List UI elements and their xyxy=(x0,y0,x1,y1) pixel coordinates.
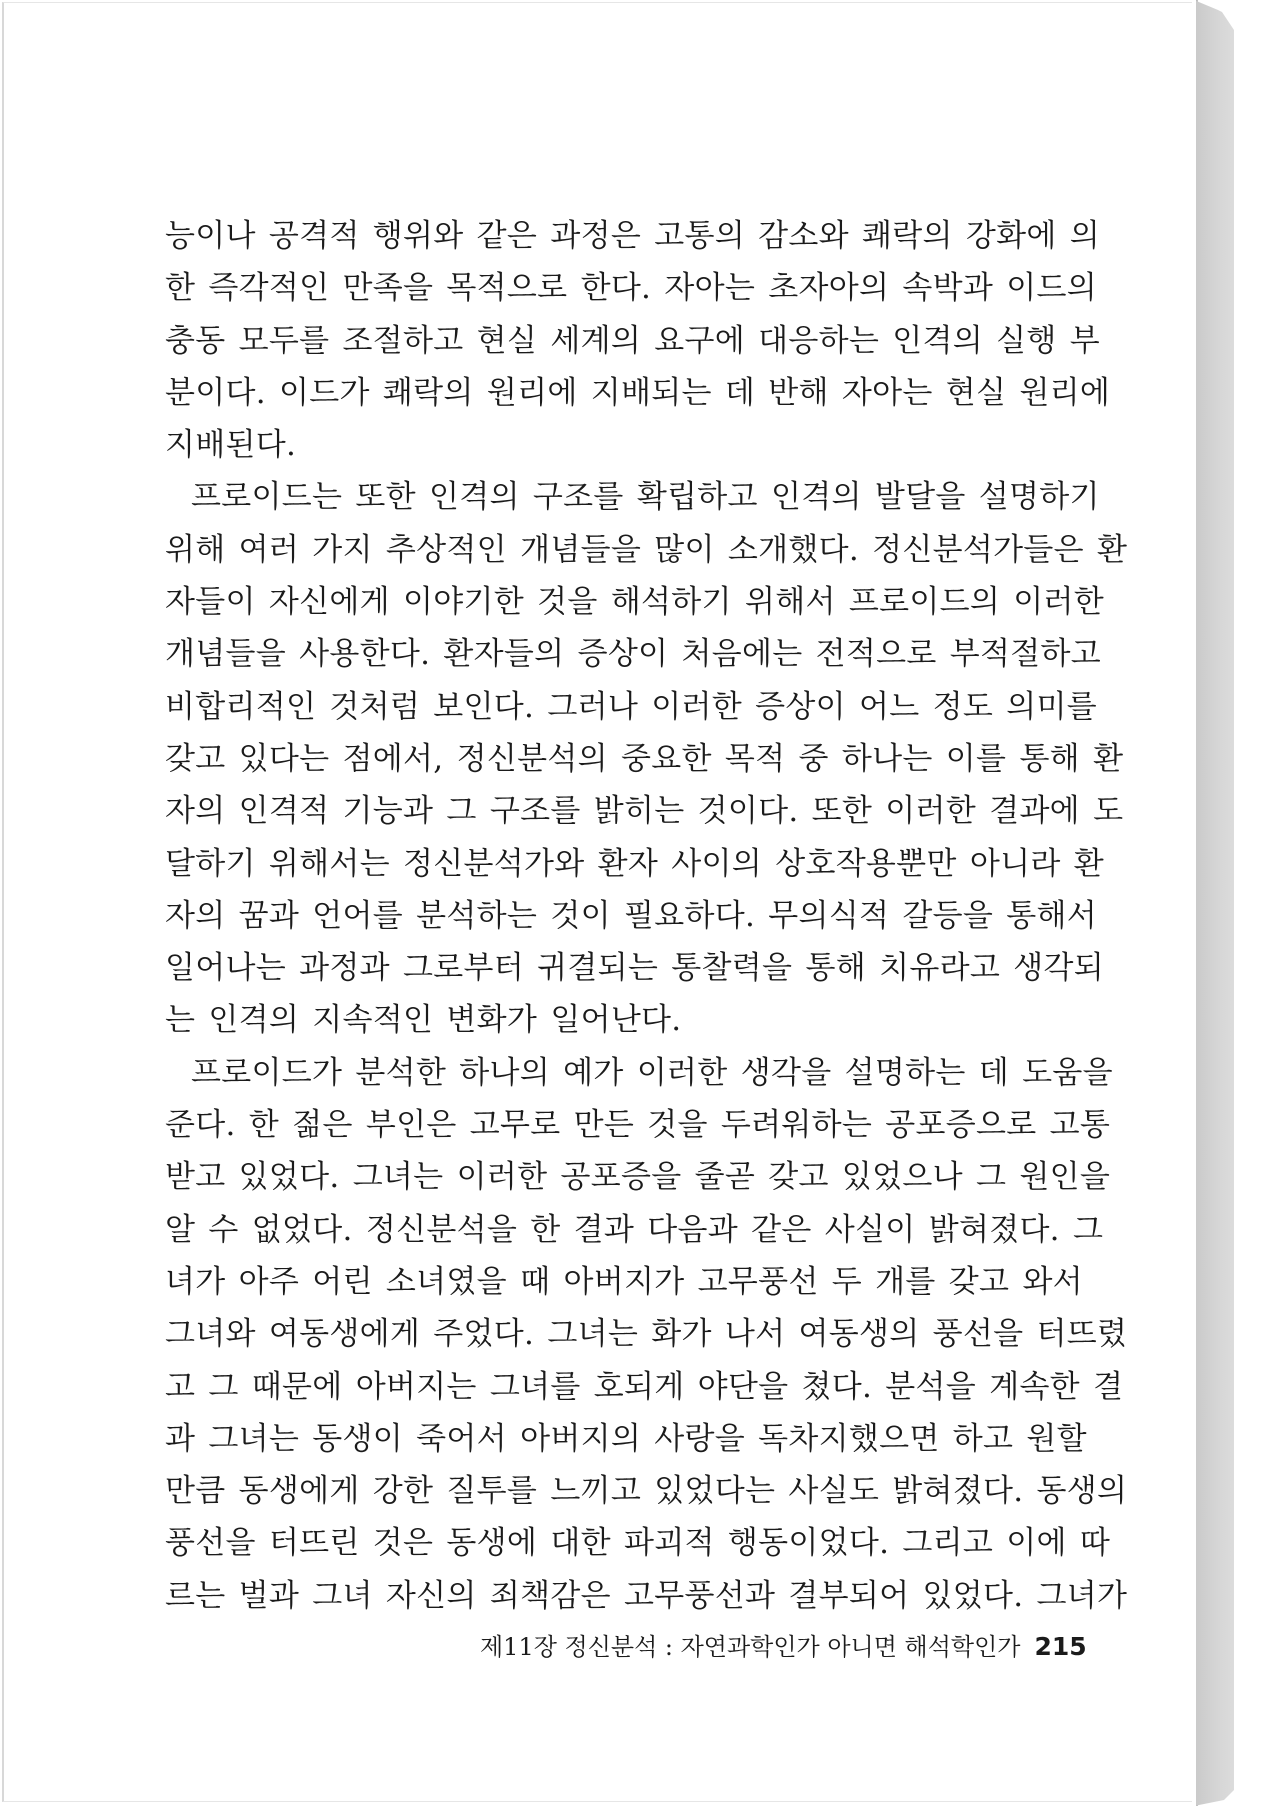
text-line: 고 그 때문에 아버지는 그녀를 호되게 야단을 쳤다. 분석을 계속한 결 xyxy=(165,1368,1124,1405)
text-line: 프로이드가 분석한 하나의 예가 이러한 생각을 설명하는 데 도움을 xyxy=(191,1054,1113,1091)
text-line: 만큼 동생에게 강한 질투를 느끼고 있었다는 사실도 밝혀졌다. 동생의 xyxy=(165,1473,1128,1510)
text-line: 분이다. 이드가 쾌락의 원리에 지배되는 데 반해 자아는 현실 원리에 xyxy=(165,374,1111,411)
text-line: 자의 꿈과 언어를 분석하는 것이 필요하다. 무의식적 갈등을 통해서 xyxy=(165,897,1098,934)
text-line: 프로이드는 또한 인격의 구조를 확립하고 인격의 발달을 설명하기 xyxy=(191,479,1100,516)
text-line: 자의 인격적 기능과 그 구조를 밝히는 것이다. 또한 이러한 결과에 도 xyxy=(165,793,1124,830)
text-line: 는 인격의 지속적인 변화가 일어난다. xyxy=(165,1002,682,1039)
running-chapter-title: 제11장 정신분석 : 자연과학인가 아니면 해석학인가 xyxy=(480,1633,1021,1661)
text-line: 자들이 자신에게 이야기한 것을 해석하기 위해서 프로이드의 이러한 xyxy=(165,584,1104,621)
text-line: 준다. 한 젊은 부인은 고무로 만든 것을 두려워하는 공포증으로 고통 xyxy=(165,1107,1111,1144)
text-line: 위해 여러 가지 추상적인 개념들을 많이 소개했다. 정신분석가들은 환 xyxy=(165,531,1128,568)
page-footer xyxy=(480,1627,1087,1662)
text-line: 그녀와 여동생에게 주었다. 그녀는 화가 나서 여동생의 풍선을 터뜨렸 xyxy=(165,1316,1128,1353)
text-line: 달하기 위해서는 정신분석가와 환자 사이의 상호작용뿐만 아니라 환 xyxy=(165,845,1104,882)
text-line: 개념들을 사용한다. 환자들의 증상이 처음에는 전적으로 부적절하고 xyxy=(165,636,1101,673)
text-line: 받고 있었다. 그녀는 이러한 공포증을 줄곧 갖고 있었으나 그 원인을 xyxy=(165,1159,1111,1196)
text-line: 녀가 아주 어린 소녀였을 때 아버지가 고무풍선 두 개를 갖고 와서 xyxy=(165,1263,1083,1300)
text-line: 지배된다. xyxy=(165,427,297,464)
text-line: 비합리적인 것처럼 보인다. 그러나 이러한 증상이 어느 정도 의미를 xyxy=(165,688,1098,725)
page-number: 215 xyxy=(1034,1632,1087,1661)
text-line: 능이나 공격적 행위와 같은 과정은 고통의 감소와 쾌락의 강화에 의 xyxy=(165,218,1101,254)
paragraph xyxy=(165,210,1111,471)
text-line: 알 수 없었다. 정신분석을 한 결과 다음과 같은 사실이 밝혀졌다. 그 xyxy=(165,1211,1104,1248)
text-line: 한 즉각적인 만족을 목적으로 한다. 자아는 초자아의 속박과 이드의 xyxy=(165,270,1098,307)
body-text xyxy=(165,210,1128,1622)
paragraph xyxy=(165,1047,1128,1622)
text-line: 일어나는 과정과 그로부터 귀결되는 통찰력을 통해 치유라고 생각되 xyxy=(165,950,1104,987)
text-line: 르는 벌과 그녀 자신의 죄책감은 고무풍선과 결부되어 있었다. 그녀가 xyxy=(165,1577,1128,1614)
text-line: 과 그녀는 동생이 죽어서 아버지의 사랑을 독차지했으면 하고 원할 xyxy=(165,1420,1087,1457)
text-line: 풍선을 터뜨린 것은 동생에 대한 파괴적 행동이었다. 그리고 이에 따 xyxy=(165,1525,1111,1562)
book-page-edge xyxy=(1194,0,1277,1806)
text-line: 충동 모두를 조절하고 현실 세계의 요구에 대응하는 인격의 실행 부 xyxy=(165,322,1101,359)
text-line: 갖고 있다는 점에서, 정신분석의 중요한 목적 중 하나는 이를 통해 환 xyxy=(165,740,1124,777)
paragraph xyxy=(165,471,1128,1046)
